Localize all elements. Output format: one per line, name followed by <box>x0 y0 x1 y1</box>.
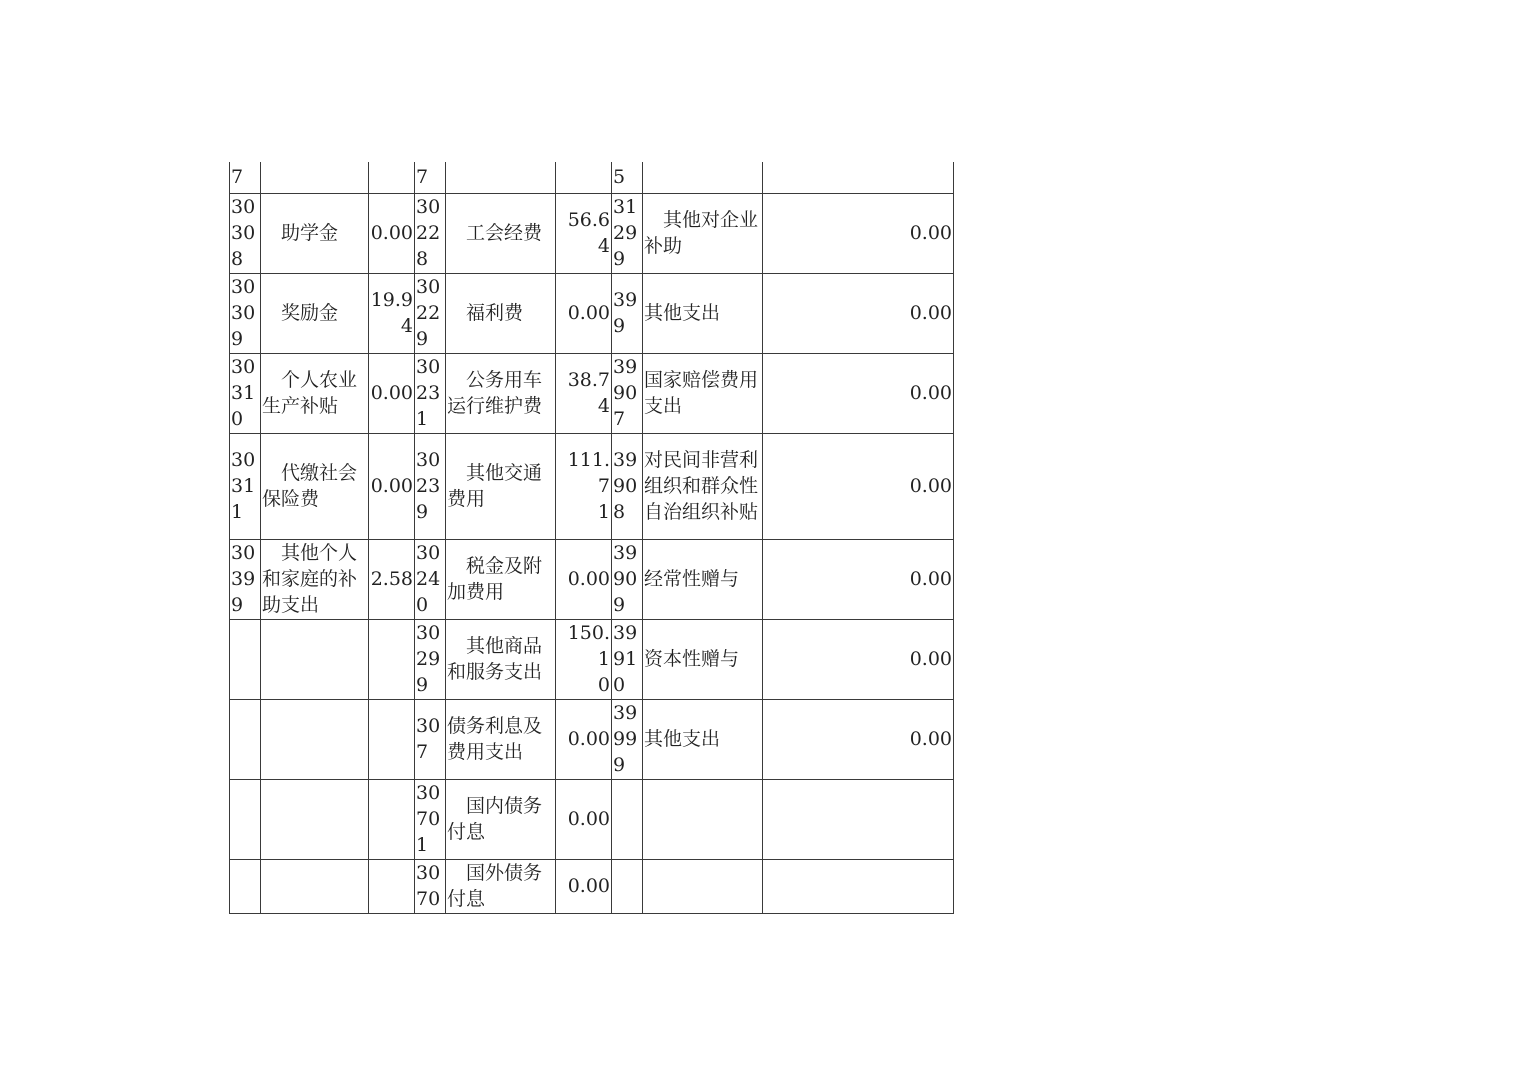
econ-code-cell: 30 23 9 <box>415 433 446 539</box>
econ-code-cell: 30 30 9 <box>230 273 261 353</box>
econ-code-cell: 39 90 7 <box>612 353 643 433</box>
item-name-cell <box>643 162 763 193</box>
item-name-cell: 代缴社会保险费 <box>261 433 369 539</box>
econ-code-cell: 30 22 9 <box>415 273 446 353</box>
amount-cell: 0.00 <box>556 779 612 859</box>
econ-code-cell: 39 99 9 <box>612 699 643 779</box>
item-name-cell <box>643 859 763 913</box>
item-name-cell: 奖励金 <box>261 273 369 353</box>
amount-cell: 0.00 <box>763 273 954 353</box>
econ-code-cell: 30 31 1 <box>230 433 261 539</box>
amount-cell: 0.00 <box>763 539 954 619</box>
econ-code-cell <box>230 859 261 913</box>
amount-cell: 0.00 <box>763 619 954 699</box>
amount-cell <box>763 779 954 859</box>
econ-code-cell: 30 29 9 <box>415 619 446 699</box>
econ-code-cell: 5 <box>612 162 643 193</box>
econ-code-cell <box>230 699 261 779</box>
amount-cell <box>556 162 612 193</box>
item-name-cell: 福利费 <box>446 273 556 353</box>
amount-cell: 2.58 <box>369 539 415 619</box>
item-name-cell: 资本性赠与 <box>643 619 763 699</box>
table-row <box>230 193 954 273</box>
econ-code-cell: 30 7 <box>415 699 446 779</box>
item-name-cell: 其他支出 <box>643 273 763 353</box>
amount-cell: 56.64 <box>556 193 612 273</box>
table-row <box>230 699 954 779</box>
amount-cell <box>763 859 954 913</box>
table-row <box>230 273 954 353</box>
econ-code-cell: 30 70 <box>415 859 446 913</box>
item-name-cell: 国家赔偿费用支出 <box>643 353 763 433</box>
table-row <box>230 619 954 699</box>
item-name-cell: 对民间非营利组织和群众性自治组织补贴 <box>643 433 763 539</box>
table-row <box>230 162 954 193</box>
amount-cell <box>369 619 415 699</box>
item-name-cell: 经常性赠与 <box>643 539 763 619</box>
econ-code-cell <box>612 779 643 859</box>
econ-code-cell: 30 22 8 <box>415 193 446 273</box>
item-name-cell: 其他商品和服务支出 <box>446 619 556 699</box>
item-name-cell <box>643 779 763 859</box>
item-name-cell: 个人农业生产补贴 <box>261 353 369 433</box>
econ-code-cell: 30 24 0 <box>415 539 446 619</box>
table-row <box>230 859 954 913</box>
table-row <box>230 539 954 619</box>
econ-code-cell: 30 70 1 <box>415 779 446 859</box>
econ-code-cell <box>230 779 261 859</box>
table-row <box>230 779 954 859</box>
item-name-cell: 债务利息及费用支出 <box>446 699 556 779</box>
econ-code-cell: 39 91 0 <box>612 619 643 699</box>
amount-cell: 0.00 <box>369 433 415 539</box>
amount-cell: 0.00 <box>763 353 954 433</box>
expenditure-table <box>229 162 954 914</box>
item-name-cell: 公务用车运行维护费 <box>446 353 556 433</box>
amount-cell: 0.00 <box>556 859 612 913</box>
item-name-cell <box>261 859 369 913</box>
item-name-cell <box>446 162 556 193</box>
econ-code-cell: 30 30 8 <box>230 193 261 273</box>
table-row <box>230 433 954 539</box>
table-row <box>230 353 954 433</box>
item-name-cell <box>261 162 369 193</box>
econ-code-cell: 39 9 <box>612 273 643 353</box>
amount-cell <box>369 162 415 193</box>
amount-cell: 38.74 <box>556 353 612 433</box>
amount-cell: 0.00 <box>763 699 954 779</box>
item-name-cell: 工会经费 <box>446 193 556 273</box>
item-name-cell <box>261 619 369 699</box>
item-name-cell <box>261 779 369 859</box>
econ-code-cell: 7 <box>415 162 446 193</box>
amount-cell: 0.00 <box>556 539 612 619</box>
econ-code-cell <box>612 859 643 913</box>
item-name-cell: 国外债务付息 <box>446 859 556 913</box>
econ-code-cell: 30 39 9 <box>230 539 261 619</box>
econ-code-cell: 31 29 9 <box>612 193 643 273</box>
item-name-cell: 国内债务付息 <box>446 779 556 859</box>
econ-code-cell: 7 <box>230 162 261 193</box>
econ-code-cell <box>230 619 261 699</box>
econ-code-cell: 39 90 8 <box>612 433 643 539</box>
item-name-cell: 其他交通费用 <box>446 433 556 539</box>
item-name-cell: 助学金 <box>261 193 369 273</box>
amount-cell <box>763 162 954 193</box>
item-name-cell: 其他支出 <box>643 699 763 779</box>
amount-cell: 0.00 <box>556 273 612 353</box>
econ-code-cell: 30 23 1 <box>415 353 446 433</box>
item-name-cell: 税金及附加费用 <box>446 539 556 619</box>
amount-cell <box>369 779 415 859</box>
amount-cell: 19.9 4 <box>369 273 415 353</box>
item-name-cell: 其他对企业补助 <box>643 193 763 273</box>
amount-cell: 0.00 <box>556 699 612 779</box>
item-name-cell <box>261 699 369 779</box>
amount-cell: 0.00 <box>763 193 954 273</box>
amount-cell <box>369 699 415 779</box>
amount-cell: 0.00 <box>369 353 415 433</box>
amount-cell: 111.7 1 <box>556 433 612 539</box>
amount-cell: 0.00 <box>763 433 954 539</box>
item-name-cell: 其他个人和家庭的补助支出 <box>261 539 369 619</box>
amount-cell: 0.00 <box>369 193 415 273</box>
econ-code-cell: 30 31 0 <box>230 353 261 433</box>
amount-cell: 150.1 0 <box>556 619 612 699</box>
amount-cell <box>369 859 415 913</box>
econ-code-cell: 39 90 9 <box>612 539 643 619</box>
